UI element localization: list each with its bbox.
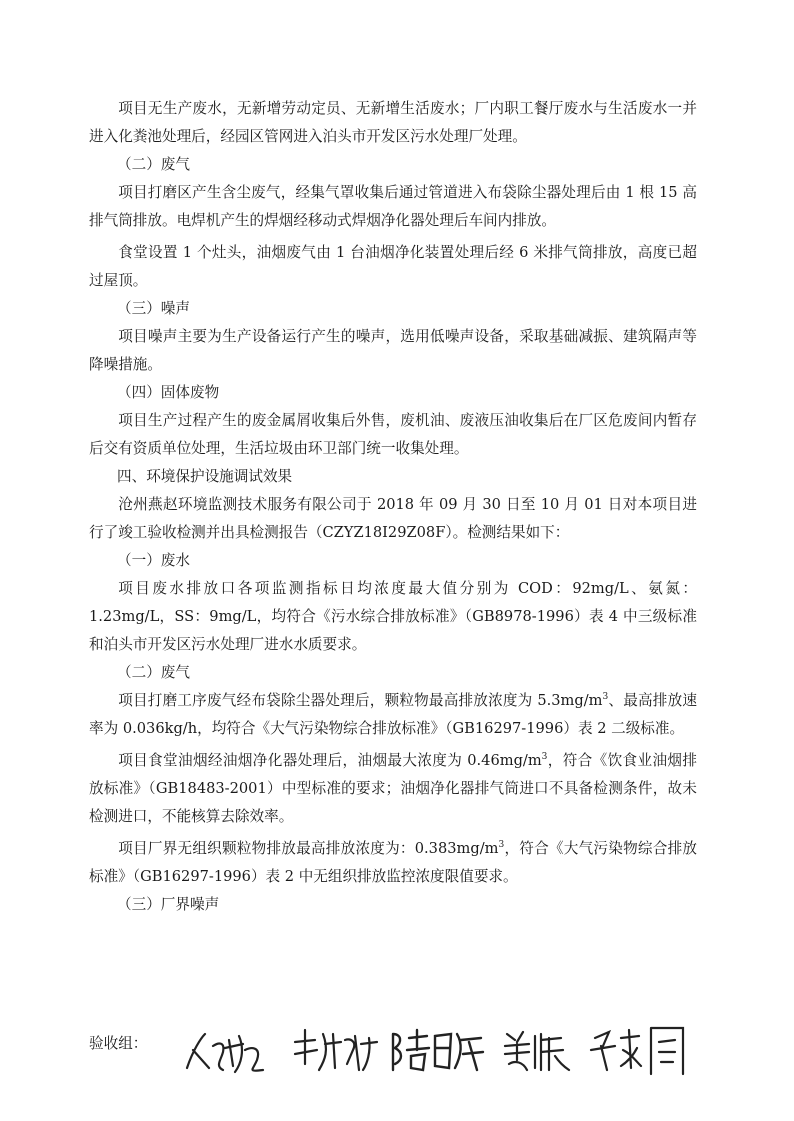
document-body bbox=[89, 95, 697, 919]
paragraph-wastewater-results: 项目废水排放口各项监测指标日均浓度最大值分别为 COD：92mg/L、氨氮：1.23mg/L，SS：9mg/L，均符合《污水综合排放标准》（GB8978-1996）表 4 中三级标准和泊头市开发区污水处理厂进水水质要求。 bbox=[89, 580, 697, 653]
text-segment: 、最高排放速率为 0.036kg/h，均符合《大气污染物综合排放标准》（GB16297-1996）表 2 二级标准。 bbox=[89, 692, 697, 737]
superscript: 3 bbox=[498, 840, 505, 851]
paragraph-fume-results bbox=[89, 747, 697, 831]
signature-3 bbox=[389, 1020, 489, 1080]
paragraph-wastewater-intro: 项目无生产废水，无新增劳动定员、无新增生活废水；厂内职工餐厅废水与生活废水一并进入化粪池处理后，经园区管网进入泊头市开发区污水处理厂处理。 bbox=[89, 100, 697, 145]
acceptance-group-footer bbox=[89, 1020, 709, 1090]
paragraph-noise-measures: 项目噪声主要为生产设备运行产生的噪声，选用低噪声设备，采取基础减振、建筑隔声等降噪措施。 bbox=[89, 328, 697, 373]
signature-1 bbox=[179, 1020, 274, 1080]
text-segment: 项目打磨工序废气经布袋除尘器处理后，颗粒物最高排放浓度为 5.3mg/m bbox=[118, 692, 603, 709]
acceptance-group-label: 验收组： bbox=[89, 1035, 148, 1052]
superscript: 3 bbox=[541, 752, 548, 763]
heading-boundary-noise: （三）厂界噪声 bbox=[117, 896, 220, 913]
paragraph-monitoring-intro: 沧州燕赵环境监测技术服务有限公司于 2018 年 09 月 30 日至 10 月 01 日对本项目进行了竣工验收检测并出具检测报告（CZYZ18I29Z08F）。检测结果如下： bbox=[89, 496, 697, 541]
section-heading-commissioning: 四、环境保护设施调试效果 bbox=[117, 468, 293, 485]
paragraph-grinding-results bbox=[89, 687, 697, 743]
superscript: 3 bbox=[602, 692, 609, 703]
paragraph-boundary-particulate bbox=[89, 835, 697, 891]
text-segment: 项目厂界无组织颗粒物排放最高排放浓度为：0.383mg/m bbox=[118, 840, 499, 857]
text-segment: 项目食堂油烟经油烟净化器处理后，油烟最大浓度为 0.46mg/m bbox=[118, 752, 542, 769]
signature-5 bbox=[587, 1020, 692, 1080]
heading-solid-waste: （四）固体废物 bbox=[117, 384, 220, 401]
signature-4 bbox=[499, 1020, 574, 1080]
paragraph-canteen-fume: 食堂设置 1 个灶头，油烟废气由 1 台油烟净化装置处理后经 6 米排气筒排放，高度已超过屋顶。 bbox=[89, 244, 697, 289]
heading-noise: （三）噪声 bbox=[117, 300, 190, 317]
heading-gas-results: （二）废气 bbox=[117, 664, 190, 681]
text-segment: ，符合《大气污染物综合排放标准》（GB16297-1996）表 2 中无组织排放监控浓度限值要求。 bbox=[89, 840, 697, 885]
heading-waste-gas: （二）废气 bbox=[117, 156, 190, 173]
signature-2 bbox=[289, 1020, 384, 1080]
heading-wastewater-results: （一）废水 bbox=[117, 552, 190, 569]
paragraph-grinding-gas: 项目打磨区产生含尘废气，经集气罩收集后通过管道进入布袋除尘器处理后由 1 根 15 高排气筒排放。电焊机产生的焊烟经移动式焊烟净化器处理后车间内排放。 bbox=[89, 184, 697, 229]
paragraph-solid-waste: 项目生产过程产生的废金属屑收集后外售，废机油、废液压油收集后在厂区危废间内暂存后交有资质单位处理，生活垃圾由环卫部门统一收集处理。 bbox=[89, 412, 697, 457]
text-segment: ，符合《饮食业油烟排放标准》（GB18483-2001）中型标准的要求；油烟净化器排气筒进口不具备检测条件，故未检测进口，不能核算去除效率。 bbox=[89, 752, 697, 825]
